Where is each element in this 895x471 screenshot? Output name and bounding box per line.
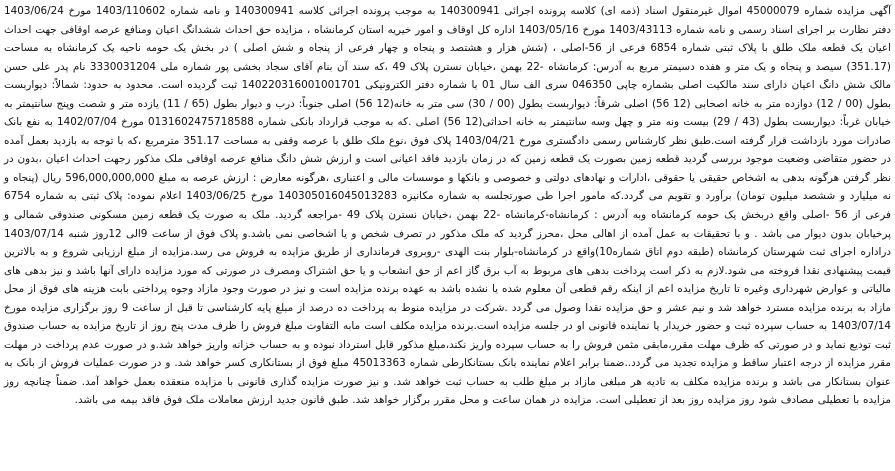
auction-notice-text: آگهی مزایده شماره 45000079 اموال غیرمنقول اسناد (ذمه ای) کلاسه پرونده اجرائی 140300941 به موجب پرونده اجرائی کلاسه 140300941 و نامه شماره 1403/110602 مورخ 1403/06/24 دفتر نظارت بر اجرای اسناد رسمی و نامه شماره 1403/43113 مورخ 1403/05/16 اداره کل اوقاف و امور خیریه استان کرمانشاه ، مزایده حق احداث ششدانگ اعیان ومنافع عرصه اوقافی جهت احداث اعیان یک قطعه ملک طلق با پلاک ثبتی شماره 6854 فرعی از 56-اصلی ، (شش هزار و هشتصد و پنجاه و چهار فرعی از پنجاه و شش اصلی ) در بخش یک حومه ناحیه یک کرمانشاه به مساحت (351.17) سیصد و پنجاه و یک متر و هفده دسیمتر مربع به آدرس: کرمانشاه -22 بهمن ،خیابان نسترن پلاک 49 ،که سند آن بنام آقای سجاد بخشی پور شماره ملی 3330031204 نام پدر علی حسن مالک شش دانگ اعیان دارای سند مالکیت اصلی بشماره چاپی 046350 سری الف سال 01 با شماره دفتر الکترونیکی 140220316001001701 ثبت گردیده است. محدود به حدود: شمالاً: دیواربست بطول (00 / 12) دوازده متر به خانه اصحابی (12 56) اصلی شرقاً: دیواربست بطول (00 / 30) سی متر به خانه(12 56) اصلی جنوباً: درب و دیوار بطول (65 / 11) یازده متر و شصت وپنج سانتیمتر به خیابان غرباً: دیواربست بطول (43 / 29) بیست ونه متر و چهل وسه سانتیمتر به خانه احداثی(12 56) اصلی .که به موجب قرارداد بانکی شماره 0131602475718588 مورخ 1402/07/04 به نفع بانک صادرات مورد بازداشت قرار گرفته است.طبق نظر کارشناس رسمی دادگستری مورخ 1403/04/21 پلاک فوق ،نوع ملک طلق با عرصه وقفی به مساحت 351.17 مترمربع ،که با توجه به بازدید بعمل آمده در حضور متقاضی وضعیت موجود بررسی گردید قطعه زمین بصورت یک قطعه زمین که در زمان بازدید فاقد اعیانی است و ارزش شش دانگ منافع عرصه اوقافی ملک مذکور رجهت احداث اعیان ،بدون در نظر گرفتن هرگونه بدهی به اشخاص حقیقی یا حقوقی ،ادارات و نهادهای دولتی و خصوصی و بانکها و موسسات مالی و اعتباری ،هرگونه معارض : ارزش عرصه به مبلغ 596,000,000,000 ریال (پنجاه و نه میلیارد و ششصد میلیون تومان) برآورد و تقویم می گردد.که مامور اجرا طی صورتجلسه به شماره مکانیزه 140305016045013283 مورخ 1403/06/25 اعلام نموده: پلاک ثبتی به شماره 6754 فرعی از 56 -اصلی واقع دربخش یک حومه کرمانشاه وبه آدرس : کرمانشاه-کرمانشاه -22 بهمن ،خیابان نسترن پلاک 49 -مراجعه گردید. ملک به صورت یک قطعه زمین مسکونی صندوقی شمالی و پرخیابان بدون دیوار می باشد . و با تحقیقات به عمل آمده از اهالی محل ،محرز گردید که ملک مذکور در تصرف شخص و یا اشخاصی نمی باشد.و پلاک فوق از ساعت 9الی 12روز شنبه 1403/07/14 دراداره اجرای ثبت شهرستان کرمانشاه (طبقه دوم اتاق شماره10)واقع در کرمانشاه-بلوار بنت الهدی -روبروی فرمانداری از طریق مزایده به فروش می رسد.مزایده از مبلغ ارزیابی شروع و به بالاترین قیمت پیشنهادی نقدا فروخته می شود.لازم به ذکر است پرداخت بدهی های مربوط به آب برق گاز اعم از حق انشعاب و یا حق اشتراک ومصرف در صورتی که مورد مزایده دارای آنها باشد و نیز بدهی های مالیاتی و عوارض شهرداری وغیره تا تاریخ مزایده اعم از اینکه رقم قطعی آن معلوم شده یا نشده باشد به عهده برنده مزایده است و نیز در صورت وجود مازاد وجوه پرداختی بابت هزینه های فوق از محل مازاد به برنده مزایده مسترد خواهد شد و نیم عشر و حق مزایده نقدا وصول می گردد .شرکت در مزایده منوط به پرداخت ده درصد از مبلغ پایه کارشناسی تا قبل از ساعت 9 روز برگزاری مزایده مورخ 1403/07/14 به حساب سپرده ثبت و حضور خریدار یا نماینده قانونی او در جلسه مزایده است.برنده مزایده مکلف است مابه التفاوت مبلغ فروش را ظرف مدت پنج روز از تاریخ مزایده به حساب صندوق ثبت تودیع نماید و در صورتی که ظرف مهلت مقرر،مابقی مثمن فروش را به حساب سپرده واریز نکند،مبلغ مذکور قابل استرداد نبوده و به حساب خزانه واریز خواهد شد.و در صورت عدم پرداخت در مهلت مقرر مزایده از درجه اعتبار ساقط و مزایده تجدید می گردد..ضمنا برابر اعلام نماینده بانک بستانکارطی شماره 45013363 مبلغ فوق از بستانکاری کسر خواهد شد. و در صورت عملیات فروش از بانک به عنوان بستانکار می باشد و برنده مزایده مکلف به تادیه هر مبلغی مازاد بر مبلغ طلب به حساب ثبت خواهد شد. و نیز صورت مزایده گذاری قانونی با مزایده منعقده بعمل خواهد آمد. ضمناً چنانچه روز مزایده با تعطیلی مصادف شود روز مزایده روز بعد از تعطیلی است. مزایده در همان ساعت و محل مقرر برگزار خواهد شد. طبق قانون جدید ارزش معاملات ملک فوق فاقد بیمه می باشد. bbox=[4, 5, 892, 407]
